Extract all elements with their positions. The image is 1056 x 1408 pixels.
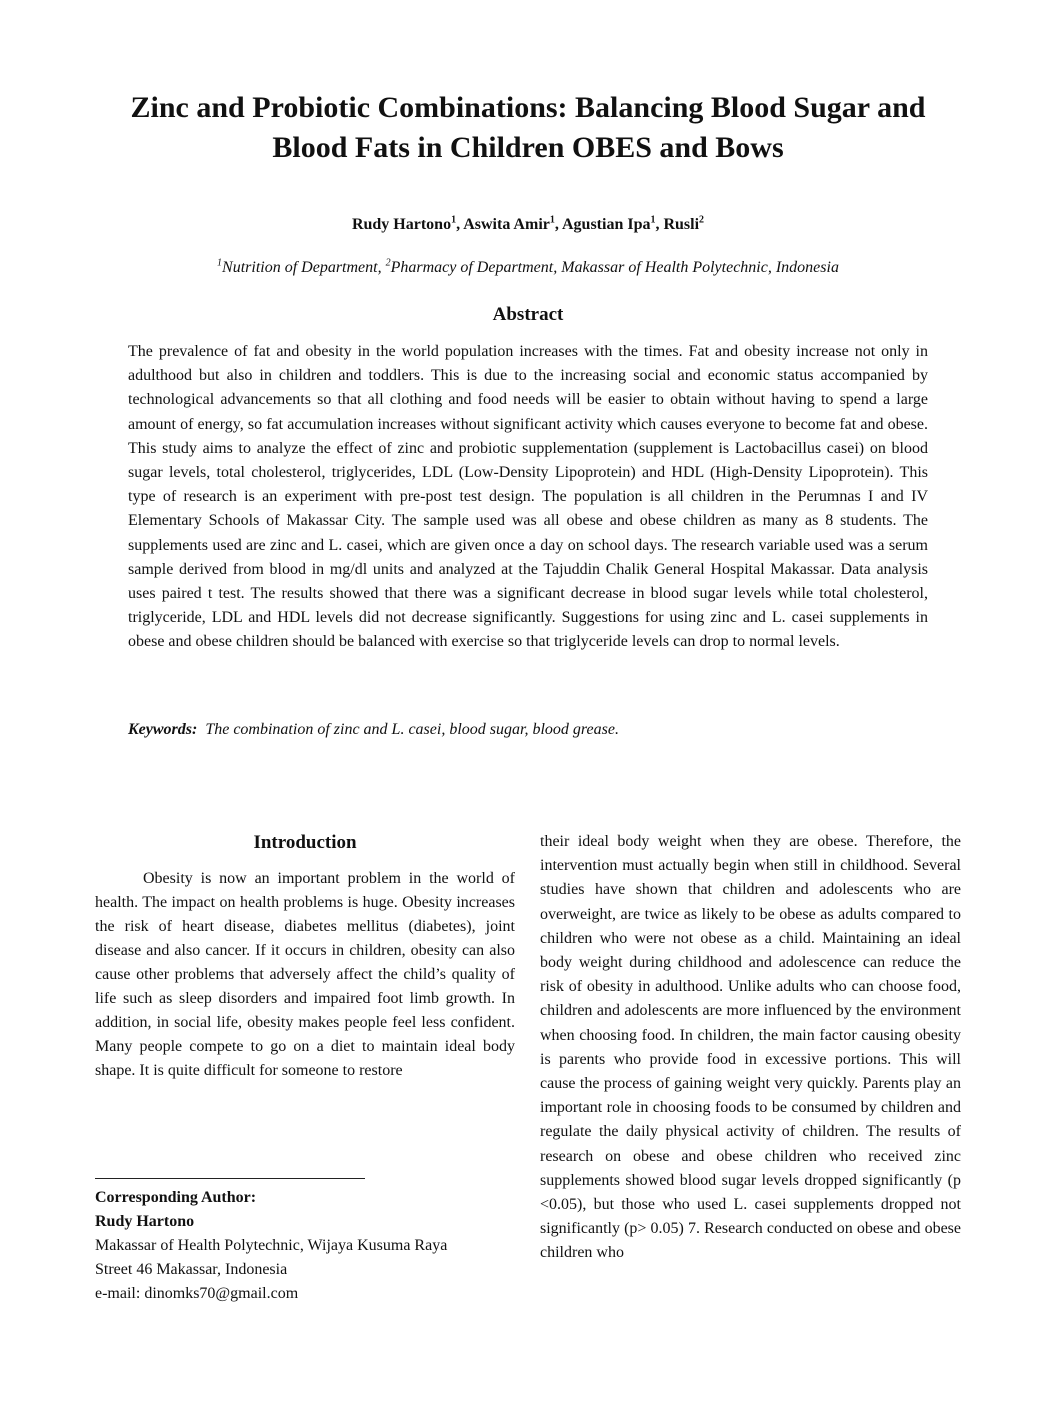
abstract-heading: Abstract [492,304,564,325]
author-name: Rudy Hartono [351,216,452,233]
affiliation-marker: 1 [217,257,223,269]
introduction-heading: Introduction [253,832,357,853]
author-name: Agustian Ipa [561,216,651,233]
affiliation-marker: 2 [385,257,391,269]
author-name: Aswita Amir [463,216,550,233]
affiliation-text: Nutrition of Department, [222,259,386,276]
author-affiliation-marker: 1 [650,214,656,226]
author-affiliation-marker: 2 [699,214,705,226]
keywords [128,718,928,742]
corresponding-author-block [95,1186,525,1306]
corresponding-address-line: Street 46 Makassar, Indonesia [95,1261,288,1278]
affiliation-text: Pharmacy of Department, Makassar of Health Polytechnic, Indonesia [390,259,839,276]
author-affiliation-marker: 1 [451,214,457,226]
author-list: Rudy Hartono$^1$, Aswita Amir$^1$, Agustian Ipa$^1$, Rusli$^2$ [351,214,705,233]
keywords-text: The combination of zinc and L. casei, blood sugar, blood grease. [205,721,619,738]
corresponding-author-label: Corresponding Author: [95,1189,257,1206]
keywords-label: Keywords: [128,721,198,738]
abstract-text: The prevalence of fat and obesity in the world population increases with the times. Fat and obesity increase not only in adulthood but also in children and toddlers. This is due to the increasing social and economic status accompanied by technological advancements so that all clothing and food needs will be easier to obtain without having to spend a large amount of energy, so fat accumulation increases without significant activity which causes everyone to become fat and obese. This study aims to analyze the effect of zinc and probiotic supplementation (supplement is Lactobacillus casei) on blood sugar levels, total cholesterol, triglycerides, LDL (Low-Density Lipoprotein) and HDL (High-Density Lipoprotein). This type of research is an experiment with pre-post test design. The population is all children in the Perumnas I and IV Elementary Schools of Makassar City. The sample used was all obese and obese children as many as 8 students. The supplements used are zinc and L. casei, which are given once a day on school days. The research variable used was a serum sample derived from blood in mg/dl units and analyzed at the Tajuddin Chalik General Hospital Makassar. Data analysis uses paired t test. The results showed that there was a significant decrease in blood sugar levels while total cholesterol, triglyceride, LDL and HDL levels did not decrease significantly. Suggestions for using zinc and L. casei supplements in obese and obese children should be balanced with exercise so that triglyceride levels can drop to normal levels. [128,343,928,651]
affiliations [60,257,996,279]
corresponding-author-name: Rudy Hartono [95,1213,195,1230]
author-name: Rusli [663,216,700,233]
paper-title: Zinc and Probiotic Combinations: Balancing Blood Sugar and Blood Fats in Children OBES and Bows [130,91,926,164]
introduction-left-column: Obesity is now an important problem in the world of health. The impact on health problems is huge. Obesity increases the risk of heart disease, diabetes mellitus (diabetes), joint disease and also cancer. If it occurs in children, obesity can also cause other problems that adversely affect the child’s quality of life such as sleep disorders and impaired foot limb growth. In addition, in social life, obesity makes people feel less confident. Many people compete to go on a diet to maintain ideal body shape. It is quite difficult for someone to restore [95,870,515,1079]
introduction-right-column: their ideal body weight when they are obese. Therefore, the intervention must actually begin when still in childhood. Several studies have shown that children and adolescents who are overweight, are twice as likely to be obese as adults compared to children who were not obese as a child. Maintaining an ideal body weight during childhood and adolescence can reduce the risk of obesity in adulthood. Unlike adults who can choose food, children and adolescents are more influenced by the environment when choosing food. In children, the main factor causing obesity is parents who provide food in excessive portions. This will cause the process of gaining weight very quickly. Parents play an important role in choosing foods to be consumed by children and regulate the daily physical activity of children. The results of research on obese and obese children who received zinc supplements showed blood sugar levels dropped significantly (p <0.05), but those who used L. casei supplements dropped not significantly (p> 0.05) 7. Research conducted on obese and obese children who [540,833,961,1262]
author-affiliation-marker: 1 [549,214,555,226]
corresponding-address-line: Makassar of Health Polytechnic, Wijaya Kusuma Raya [95,1237,448,1254]
footnote-divider [95,1178,365,1179]
corresponding-email: e-mail: dinomks70@gmail.com [95,1285,299,1302]
